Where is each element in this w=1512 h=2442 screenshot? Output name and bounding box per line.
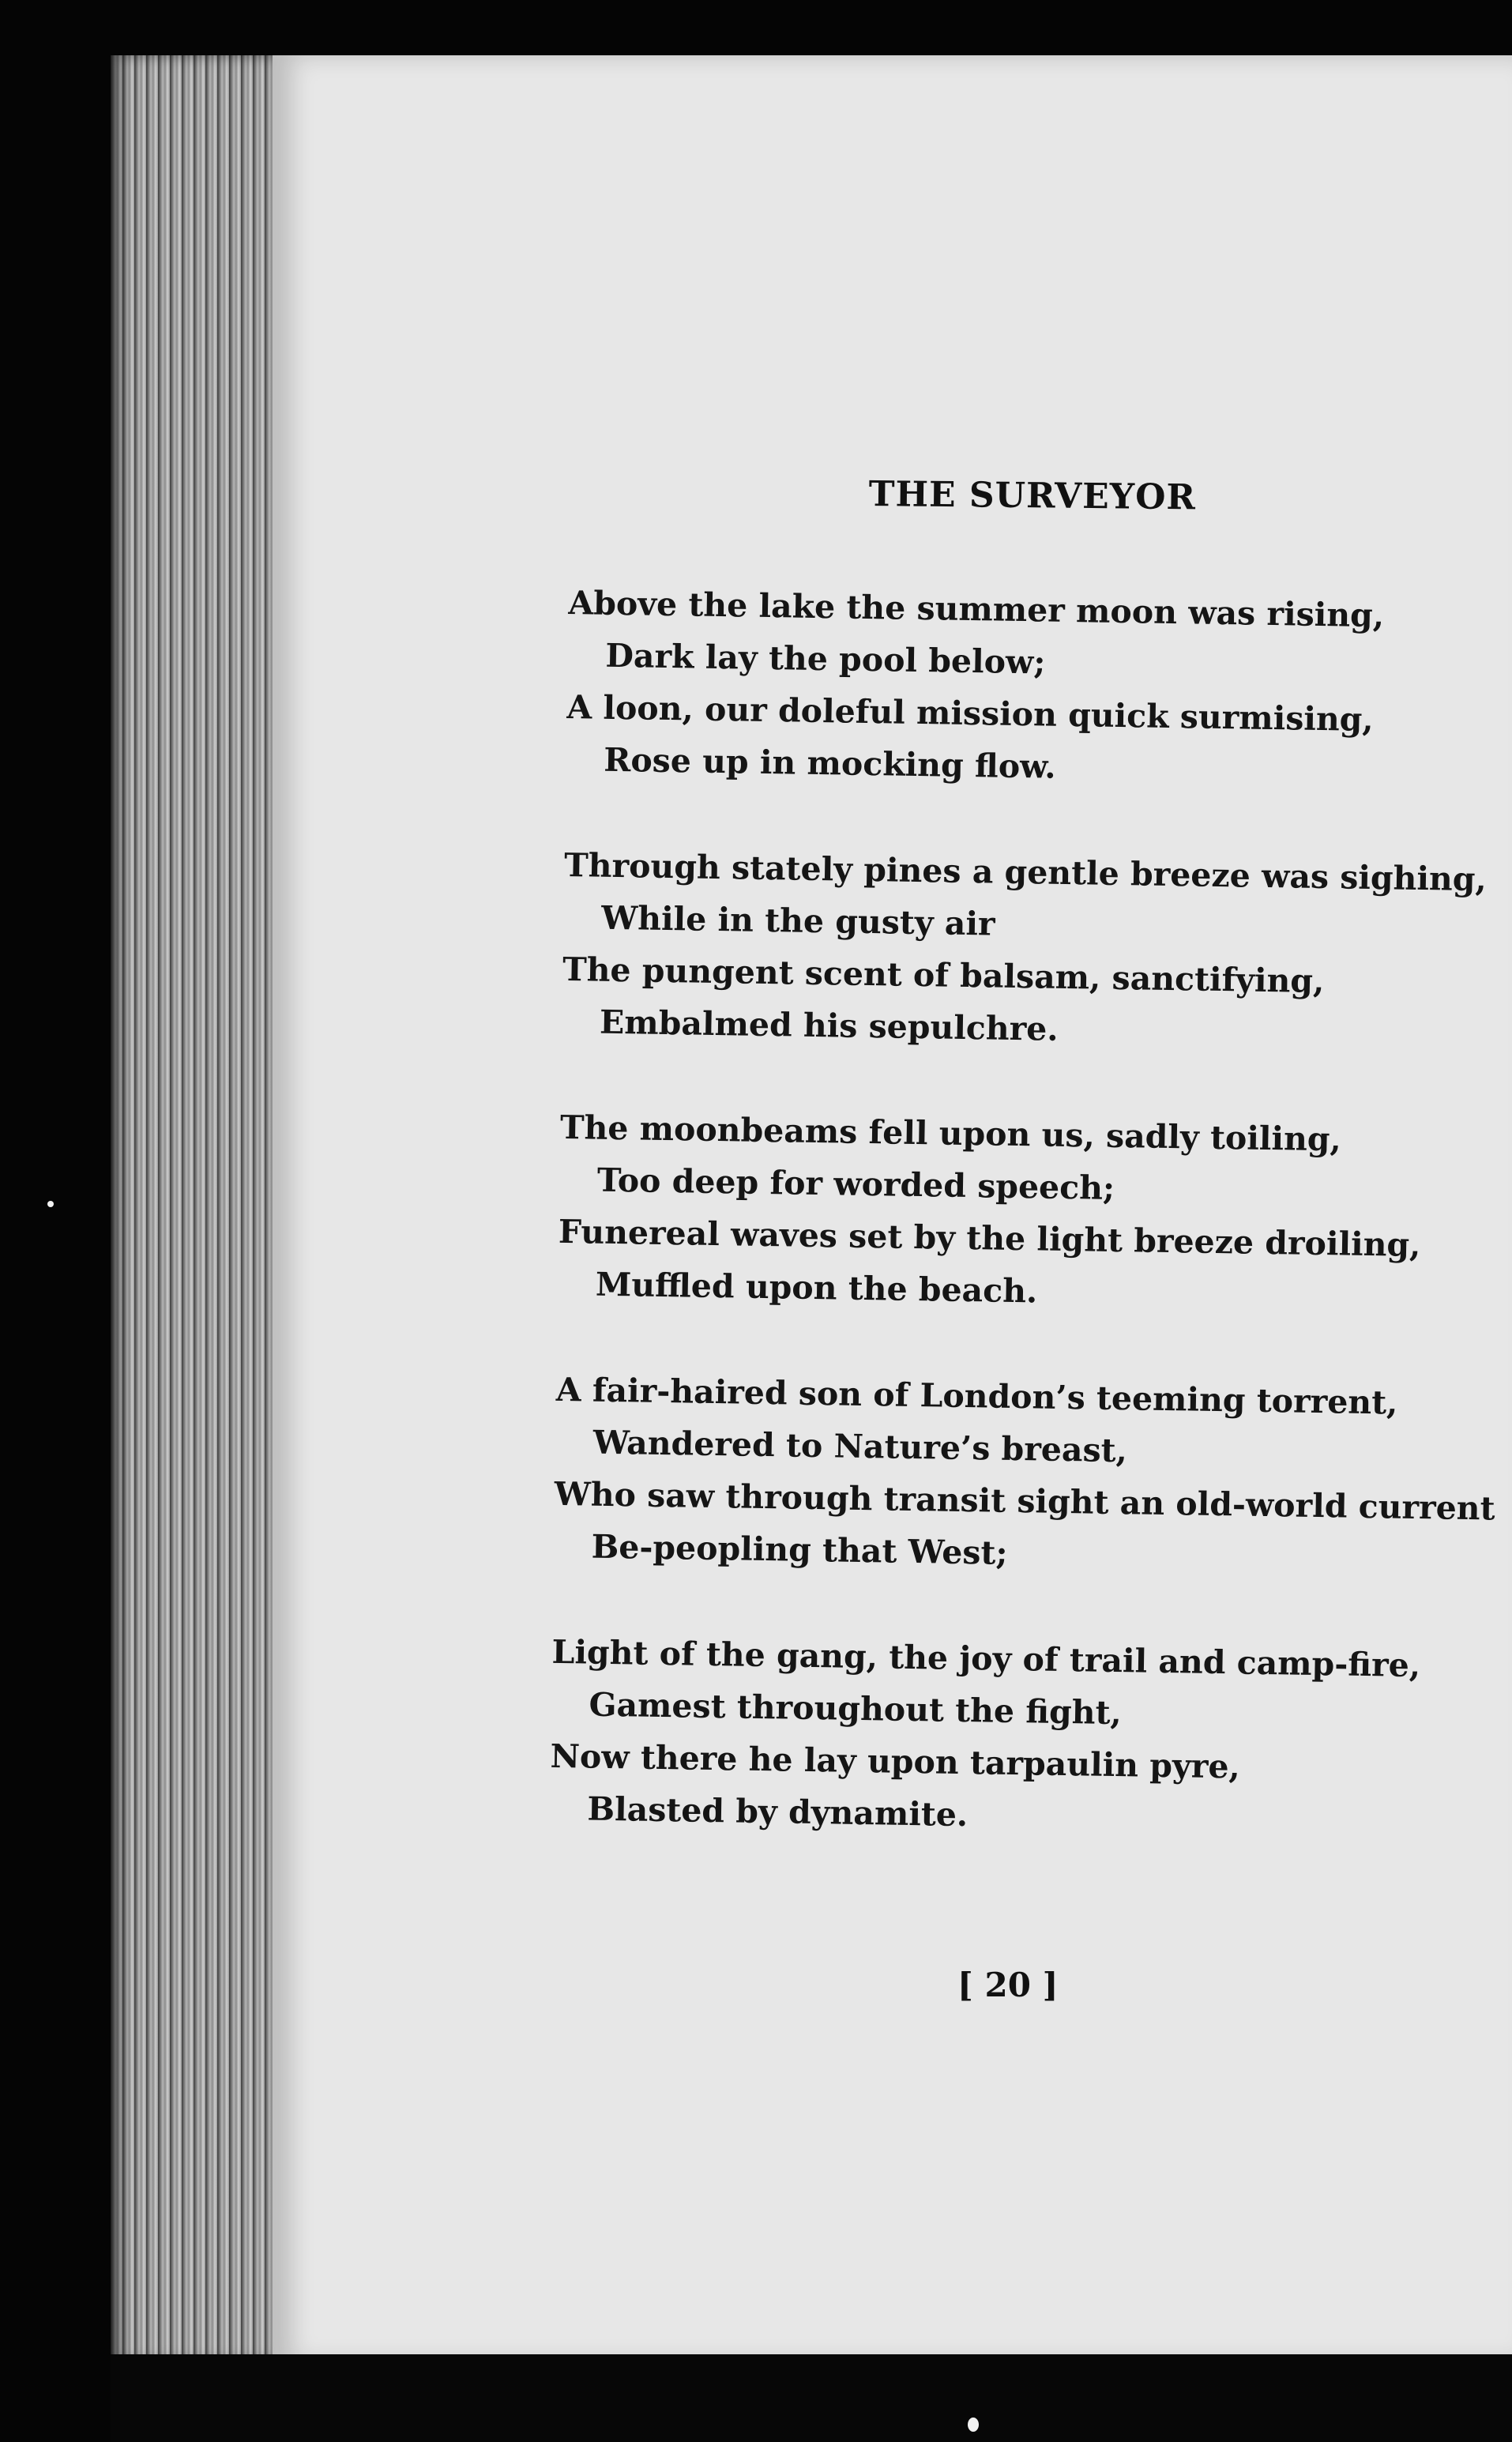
poem-line: Who saw through transit sight an old-world current bbox=[554, 1474, 1495, 1528]
poem-line: The moonbeams fell upon us, sadly toiling, bbox=[559, 1108, 1342, 1159]
poem-title: THE SURVEYOR bbox=[868, 474, 1197, 518]
poem-line: The pungent scent of balsam, sanctifying, bbox=[562, 950, 1325, 1001]
poem-line: Blasted by dynamite. bbox=[587, 1789, 969, 1834]
poem-line: Muffled upon the beach. bbox=[595, 1265, 1038, 1311]
poem-line: Funereal waves set by the light breeze droiling, bbox=[558, 1212, 1421, 1265]
poem-line: Dark lay the pool below; bbox=[605, 636, 1046, 682]
poem-body bbox=[548, 577, 1495, 1902]
stanza bbox=[557, 1101, 1469, 1324]
scan-speck bbox=[47, 1201, 54, 1207]
poem-line: Gamest throughout the fight, bbox=[589, 1685, 1123, 1733]
poem-line: Wandered to Nature’s breast, bbox=[592, 1423, 1128, 1470]
poem-line: While in the gusty air bbox=[600, 898, 996, 943]
poem-line: Through stately pines a gentle breeze was sighing, bbox=[563, 845, 1488, 899]
scan-speck bbox=[968, 2418, 979, 2432]
page-bottom-shadow bbox=[111, 2354, 1512, 2442]
poem-line: Rose up in mocking flow. bbox=[603, 740, 1056, 786]
stanza bbox=[553, 1364, 1495, 1586]
poem-line: A loon, our doleful mission quick surmising, bbox=[566, 687, 1375, 739]
poem-line: Now there he lay upon tarpaulin pyre, bbox=[550, 1736, 1241, 1786]
poem-line: Embalmed his sepulchre. bbox=[599, 1003, 1059, 1048]
poem-line: Light of the gang, the joy of trail and camp-fire, bbox=[551, 1632, 1421, 1685]
poem-line: Too deep for worded speech; bbox=[596, 1161, 1115, 1207]
book-page-edges bbox=[111, 55, 276, 2362]
stanza bbox=[566, 577, 1477, 800]
page-number: [ 20 ] bbox=[957, 1966, 1059, 2004]
stanza bbox=[549, 1626, 1461, 1849]
poem-line: Above the lake the summer moon was rising, bbox=[568, 583, 1385, 635]
poem-line: Be-peopling that West; bbox=[591, 1527, 1008, 1572]
poem-line: A fair-haired son of London’s teeming torrent, bbox=[555, 1370, 1398, 1422]
stanza bbox=[562, 839, 1488, 1062]
